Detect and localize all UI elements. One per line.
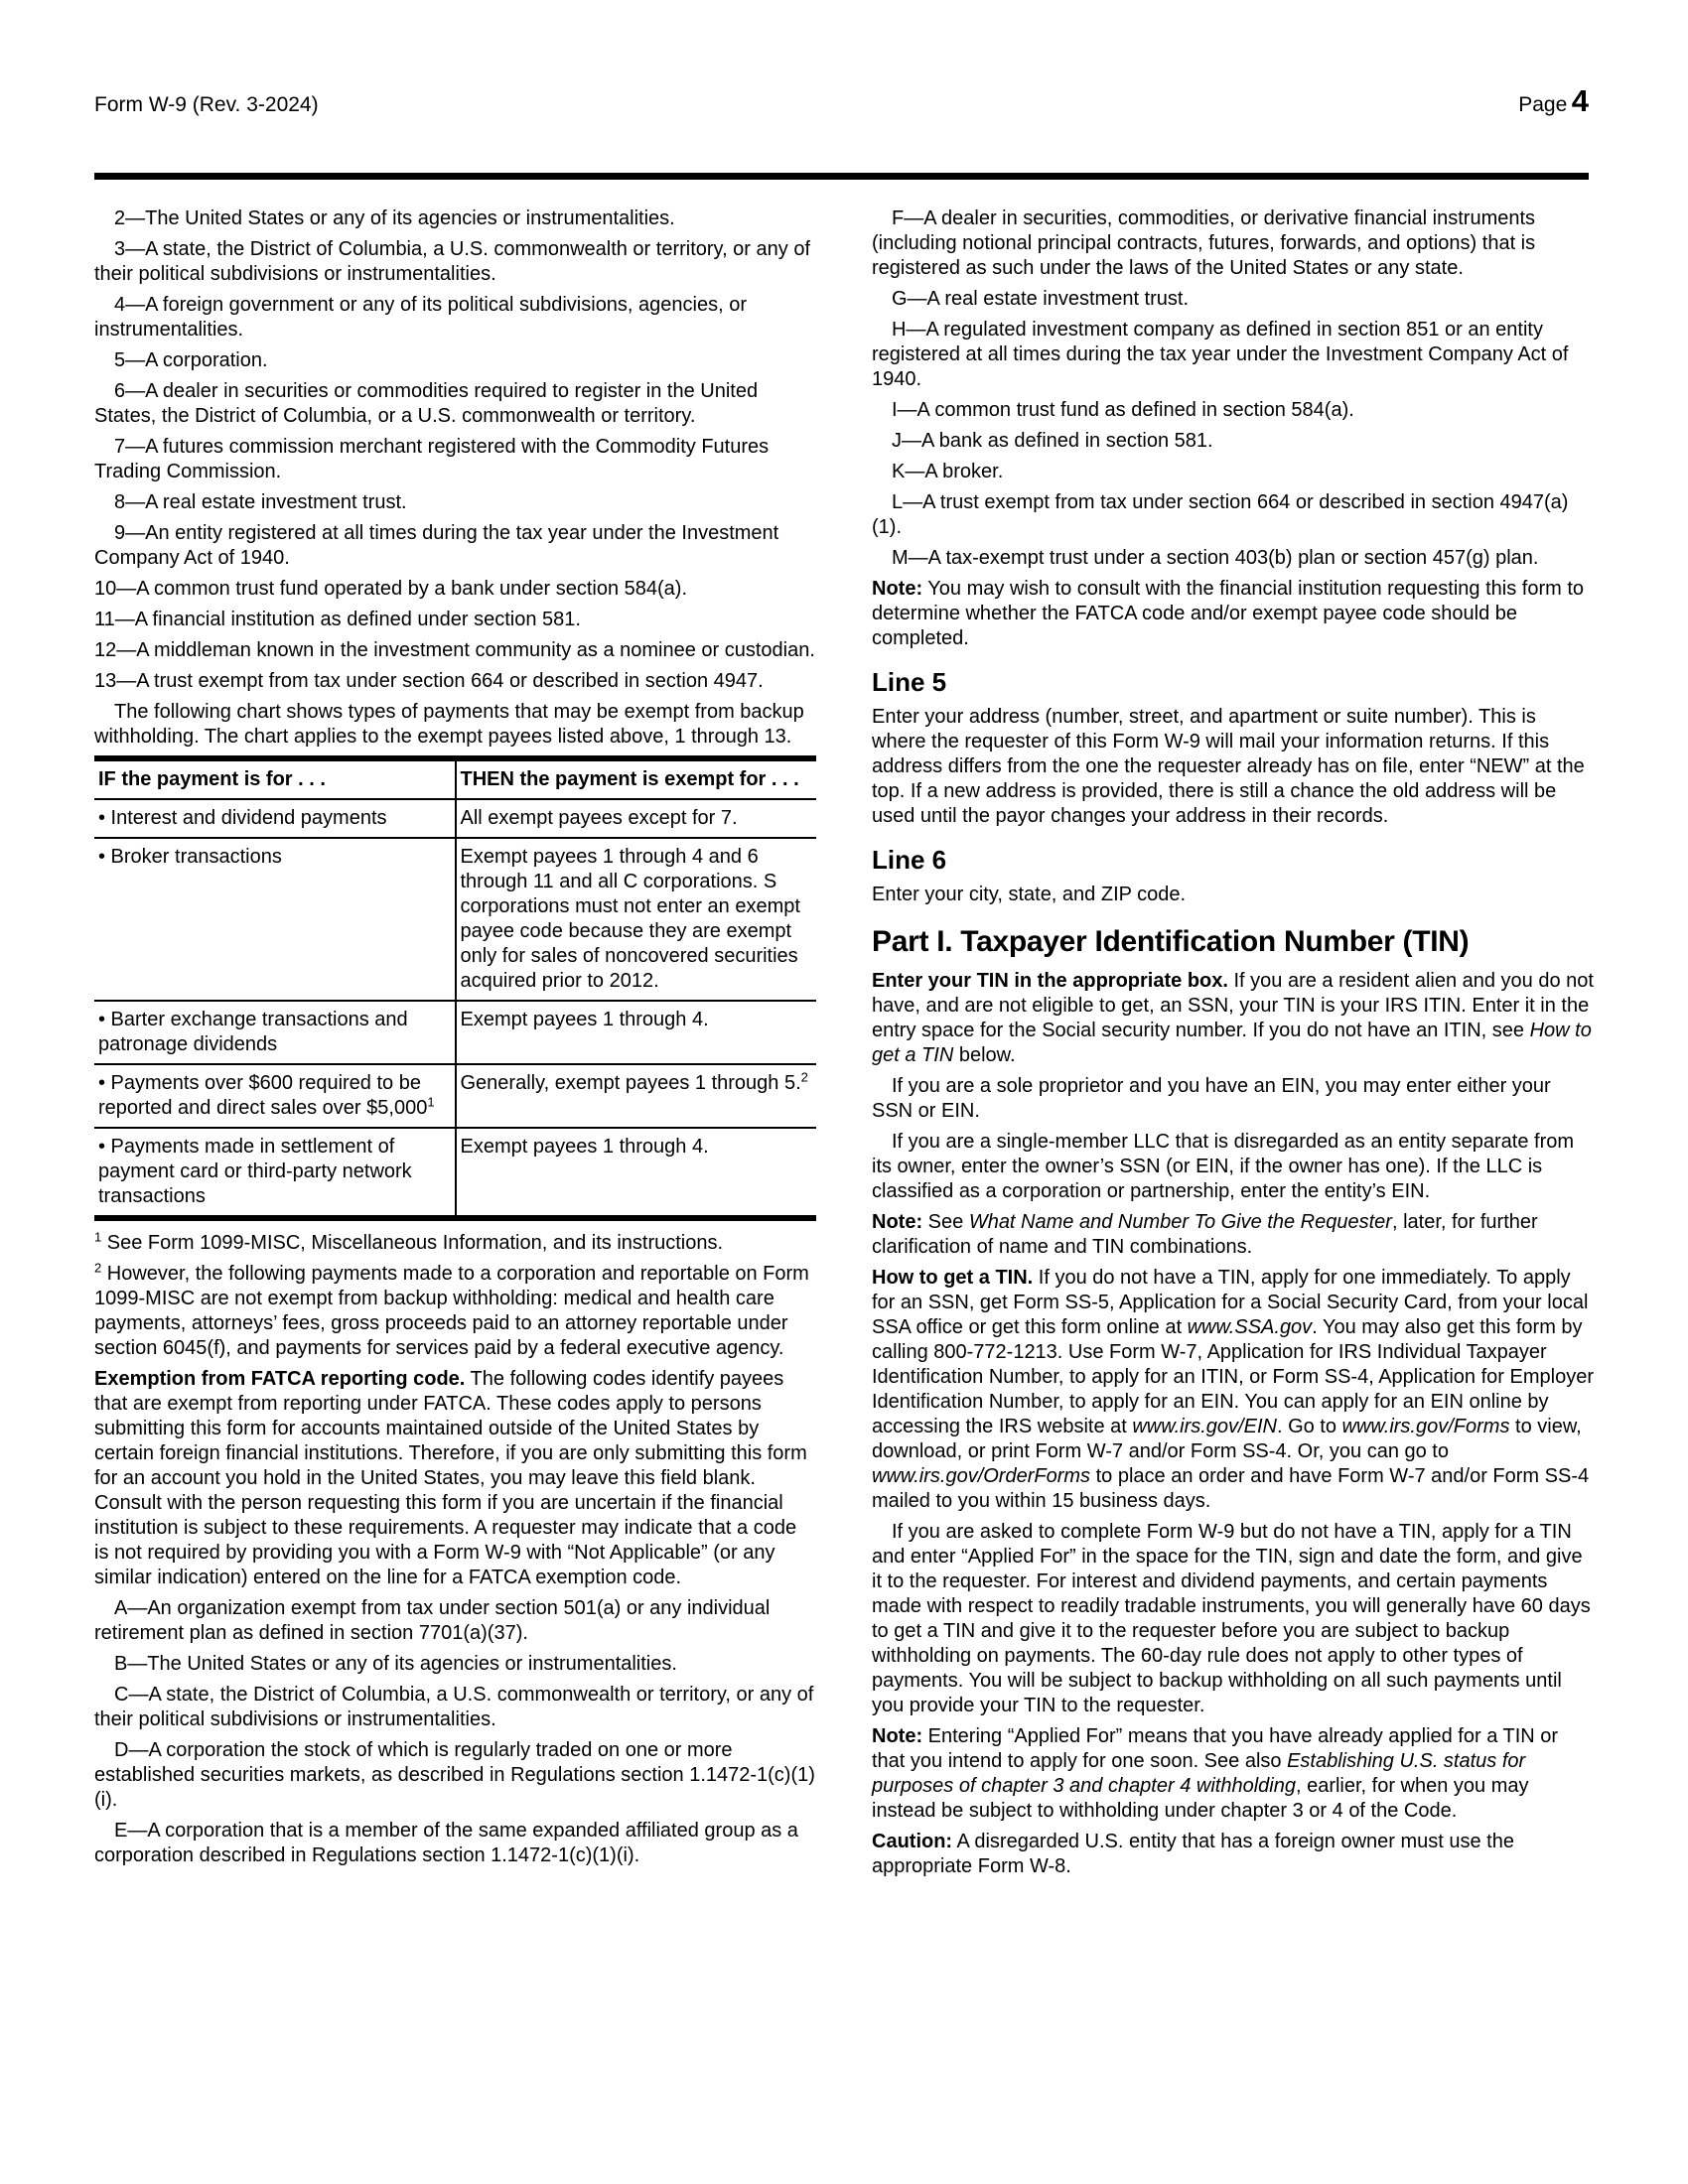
page-header	[94, 83, 1589, 119]
exempt-payee-item-8: 8—A real estate investment trust.	[114, 491, 407, 513]
table-header-row	[94, 758, 816, 799]
applied-for-note: Note: Entering “Applied For” means that you have already applied for a TIN or that you intend to apply for one soon. See also Establishing U.S. status for purposes of chapter 3 and chapter 4 withholding, earlier, for when you may instead be subject to withholding under chapter 3 or 4 of the Code.	[872, 1725, 1559, 1822]
exempt-payee-item-7: 7—A futures commission merchant registered with the Commodity Futures Trading Commission.	[94, 436, 770, 482]
fatca-note: Note: You may wish to consult with the financial institution requesting this form to determine whether the FATCA code and/or exempt payee code should be completed.	[872, 578, 1585, 649]
exempt-payee-item-3: 3—A state, the District of Columbia, a U.S. commonwealth or territory, or any of their political subdivisions or instrumentalities.	[94, 238, 811, 285]
header-rule	[94, 173, 1589, 180]
page-number: 4	[1571, 83, 1589, 118]
applied-for-paragraph: If you are asked to complete Form W-9 but do not have a TIN, apply for a TIN and enter “Applied For” in the space for the TIN, sign and date the form, and give it to the requester. For interest and dividend payments, and certain payments made with respect to readily tradable instruments, you will generally have 60 days to get a TIN and give it to the requester before you are subject to backup withholding on payments. The 60-day rule does not apply to other types of payments. You will be subject to backup withholding on all such payments until you provide your TIN to the requester.	[872, 1521, 1591, 1716]
page-indicator	[1518, 83, 1589, 119]
fatca-code-a: A—An organization exempt from tax under section 501(a) or any individual retirement plan as defined in section 7701(a)(37).	[94, 1597, 771, 1644]
fatca-code-c: C—A state, the District of Columbia, a U.S. commonwealth or territory, or any of their political subdivisions or instrumentalities.	[94, 1684, 814, 1730]
table-cell-if: • Payments made in settlement of payment card or third-party network transactions	[94, 1128, 456, 1218]
single-member-llc-paragraph: If you are a single-member LLC that is disregarded as an entity separate from its owner, enter the owner’s SSN (or EIN, if the owner has one). If the LLC is classified as a corporation or partnership, enter the entity’s EIN.	[872, 1131, 1575, 1202]
table-cell-then: All exempt payees except for 7.	[460, 807, 738, 829]
table-row	[94, 1001, 816, 1064]
table-header-if: IF the payment is for . . .	[94, 758, 456, 799]
table-cell-if: • Broker transactions	[94, 838, 456, 1001]
footnote-1: $^1$ See Form 1099-MISC, Miscellaneous Information, and its instructions.	[94, 1229, 724, 1254]
right-column	[872, 206, 1594, 1885]
table-row	[94, 1128, 816, 1218]
exempt-payee-item-9: 9—An entity registered at all times during the tax year under the Investment Company Act of 1940.	[94, 522, 779, 569]
exempt-payee-item-10: 10—A common trust fund operated by a bank under section 584(a).	[94, 578, 688, 600]
table-cell-then: Exempt payees 1 through 4.	[460, 1136, 709, 1158]
payment-exemption-table	[94, 755, 816, 1221]
fatca-code-h: H—A regulated investment company as defined in section 851 or an entity registered at all times during the tax year under the Investment Company Act of 1940.	[872, 319, 1569, 390]
table-row	[94, 799, 816, 838]
line-5-paragraph: Enter your address (number, street, and apartment or suite number). This is where the requester of this Form W-9 will mail your information returns. If this address differs from the one the requester already has on file, enter “NEW” at the top. If a new address is provided, there is still a chance the old address will be used until the payor changes your address in their records.	[872, 706, 1585, 827]
line-5-heading: Line 5	[872, 667, 947, 697]
table-row	[94, 1064, 816, 1128]
fatca-code-m: M—A tax-exempt trust under a section 403(b) plan or section 457(g) plan.	[892, 547, 1539, 569]
form-version-label: Form W-9 (Rev. 3-2024)	[94, 93, 319, 116]
line-6-paragraph: Enter your city, state, and ZIP code.	[872, 884, 1187, 905]
exempt-payee-item-12: 12—A middleman known in the investment community as a nominee or custodian.	[94, 639, 815, 661]
footnote-2: $^2$ However, the following payments made to a corporation and reportable on Form 1099-MISC are not exempt from backup withholding: medical and health care payments, attorneys’ fees, gross proceeds paid to an attorney reportable under section 6045(f), and payments for services paid by a federal executive agency.	[94, 1260, 809, 1359]
exempt-payee-item-5: 5—A corporation.	[114, 349, 268, 371]
chart-intro-paragraph: The following chart shows types of payments that may be exempt from backup withholding. The chart applies to the exempt payees listed above, 1 through 13.	[94, 701, 804, 748]
fatca-code-l: L—A trust exempt from tax under section 664 or described in section 4947(a)(1).	[872, 491, 1569, 538]
enter-tin-paragraph: Enter your TIN in the appropriate box. If you are a resident alien and you do not have, and are not eligible to get, an SSN, your TIN is your IRS ITIN. Enter it in the entry space for the Social security number. If you do not have an ITIN, see How to get a TIN below.	[872, 970, 1594, 1066]
fatca-code-g: G—A real estate investment trust.	[892, 288, 1190, 310]
table-cell-if: • Payments over $600 required to be reported and direct sales over $5,000$^1$	[94, 1064, 456, 1128]
table-cell-if: • Interest and dividend payments	[94, 799, 456, 838]
fatca-code-d: D—A corporation the stock of which is regularly traded on one or more established securities markets, as described in Regulations section 1.1472-1(c)(1)(i).	[94, 1739, 815, 1811]
table-cell-if: • Barter exchange transactions and patronage dividends	[94, 1001, 456, 1064]
caution-paragraph: Caution: A disregarded U.S. entity that has a foreign owner must use the appropriate Form W-8.	[872, 1831, 1514, 1877]
page-word: Page	[1518, 93, 1568, 116]
exempt-payee-item-11: 11—A financial institution as defined under section 581.	[94, 609, 581, 630]
exempt-payee-item-6: 6—A dealer in securities or commodities required to register in the United States, the District of Columbia, or a U.S. commonwealth or territory.	[94, 380, 759, 427]
fatca-exemption-paragraph: Exemption from FATCA reporting code. The following codes identify payees that are exempt from reporting under FATCA. These codes apply to persons submitting this form for accounts maintained outside of the United States by certain foreign financial institutions. Therefore, if you are only submitting this form for an account you hold in the United States, you may leave this field blank. Consult with the person requesting this form if you are uncertain if the financial institution is subject to these requirements. A requester may indicate that a code is not required by providing you with a Form W-9 with “Not Applicable” (or any similar indication) entered on the line for a FATCA exemption code.	[94, 1368, 807, 1588]
line-6-heading: Line 6	[872, 845, 947, 875]
exempt-payee-item-4: 4—A foreign government or any of its political subdivisions, agencies, or instrumentalities.	[94, 294, 748, 341]
exempt-payee-item-2: 2—The United States or any of its agencies or instrumentalities.	[114, 207, 675, 229]
table-cell-then: Generally, exempt payees 1 through 5.$^2$	[460, 1069, 808, 1094]
name-number-note: Note: See What Name and Number To Give the Requester, later, for further clarification of name and TIN combinations.	[872, 1211, 1538, 1258]
fatca-code-i: I—A common trust fund as defined in section 584(a).	[892, 399, 1354, 421]
fatca-code-b: B—The United States or any of its agencies or instrumentalities.	[114, 1653, 677, 1675]
fatca-code-e: E—A corporation that is a member of the same expanded affiliated group as a corporation described in Regulations section 1.1472-1(c)(1)(i).	[94, 1820, 798, 1866]
table-cell-then: Exempt payees 1 through 4 and 6 through 11 and all C corporations. S corporations must not enter an exempt payee code because they are exempt only for sales of noncovered securities acquired prior to 2012.	[460, 846, 800, 992]
fatca-code-j: J—A bank as defined in section 581.	[892, 430, 1213, 452]
left-column	[94, 206, 816, 1874]
table-cell-then: Exempt payees 1 through 4.	[460, 1009, 709, 1030]
how-to-get-tin-paragraph: How to get a TIN. If you do not have a TIN, apply for one immediately. To apply for an SSN, get Form SS-5, Application for a Social Security Card, from your local SSA office or get this form online at www.SSA.gov. You may also get this form by calling 800-772-1213. Use Form W-7, Application for IRS Individual Taxpayer Identification Number, to apply for an ITIN, or Form SS-4, Application for Employer Identification Number, to apply for an EIN. You can apply for an EIN online by accessing the IRS website at www.irs.gov/EIN. Go to www.irs.gov/Forms to view, download, or print Form W-7 and/or Form SS-4. Or, you can go to www.irs.gov/OrderForms to place an order and have Form W-7 and/or Form SS-4 mailed to you within 15 business days.	[872, 1267, 1594, 1512]
exempt-payee-item-13: 13—A trust exempt from tax under section 664 or described in section 4947.	[94, 670, 764, 692]
fatca-code-k: K—A broker.	[892, 461, 1004, 482]
part-1-heading: Part I. Taxpayer Identification Number (TIN)	[872, 925, 1470, 958]
table-row	[94, 838, 816, 1001]
table-header-then: THEN the payment is exempt for . . .	[460, 768, 799, 790]
sole-proprietor-paragraph: If you are a sole proprietor and you have an EIN, you may enter either your SSN or EIN.	[872, 1075, 1551, 1122]
fatca-code-f: F—A dealer in securities, commodities, or derivative financial instruments (including notional principal contracts, futures, forwards, and options) that is registered as such under the laws of the United States or any state.	[872, 207, 1536, 279]
